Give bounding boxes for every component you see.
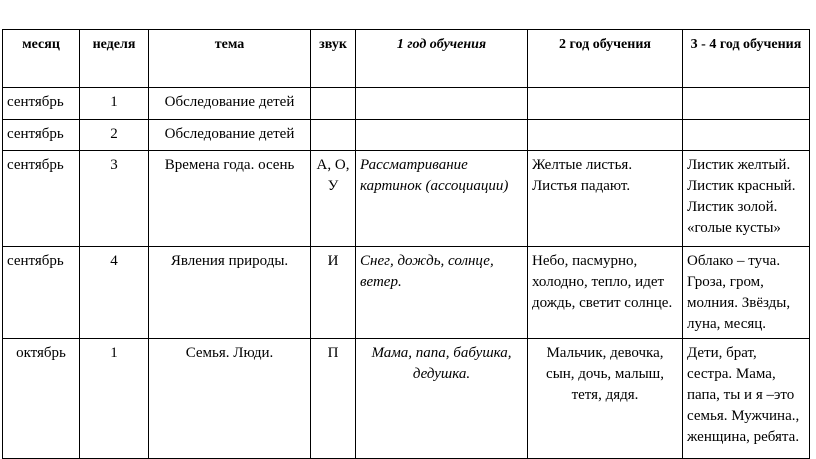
header-year-2: 2 год обучения [528,30,683,88]
year-1-cell: Мама, папа, бабушка, дедушка. [356,339,528,459]
year-2-cell [528,120,683,151]
year-1-cell: Рассматривание картинок (ассоциации) [356,151,528,247]
week-cell: 1 [80,339,149,459]
header-week: неделя [80,30,149,88]
year-2-cell: Небо, пасмурно, холодно, тепло, идет дождь, светит солнце. [528,247,683,339]
header-sound: звук [311,30,356,88]
sound-cell: А, О, У [311,151,356,247]
year-2-cell [528,88,683,120]
year-1-cell [356,120,528,151]
table-row [3,120,810,151]
year-2-cell: Желтые листья. Листья падают. [528,151,683,247]
year-1-cell [356,88,528,120]
header-year-1: 1 год обучения [356,30,528,88]
table-row [3,88,810,120]
table-row [3,247,810,339]
header-month: месяц [3,30,80,88]
lesson-plan-table [2,29,810,459]
year-3-4-cell [683,120,810,151]
month-cell: сентябрь [3,88,80,120]
table-row [3,339,810,459]
sound-cell [311,120,356,151]
header-row [3,30,810,88]
month-cell: сентябрь [3,120,80,151]
header-topic: тема [149,30,311,88]
year-3-4-cell [683,88,810,120]
month-cell: октябрь [3,339,80,459]
table-row [3,151,810,247]
year-1-cell: Снег, дождь, солнце, ветер. [356,247,528,339]
week-cell: 4 [80,247,149,339]
year-3-4-cell: Облако – туча. Гроза, гром, молния. Звёзды, луна, месяц. [683,247,810,339]
year-3-4-cell: Дети, брат, сестра. Мама, папа, ты и я –это семья. Мужчина., женщина, ребята. [683,339,810,459]
topic-cell: Обследование детей [149,88,311,120]
year-3-4-cell: Листик желтый. Листик красный. Листик золой. «голые кусты» [683,151,810,247]
header-year-3-4: 3 - 4 год обучения [683,30,810,88]
topic-cell: Явления природы. [149,247,311,339]
topic-cell: Обследование детей [149,120,311,151]
sound-cell: П [311,339,356,459]
week-cell: 1 [80,88,149,120]
sound-cell [311,88,356,120]
topic-cell: Времена года. осень [149,151,311,247]
topic-cell: Семья. Люди. [149,339,311,459]
week-cell: 3 [80,151,149,247]
month-cell: сентябрь [3,151,80,247]
week-cell: 2 [80,120,149,151]
sound-cell: И [311,247,356,339]
month-cell: сентябрь [3,247,80,339]
year-2-cell: Мальчик, девочка, сын, дочь, малыш, тетя, дядя. [528,339,683,459]
